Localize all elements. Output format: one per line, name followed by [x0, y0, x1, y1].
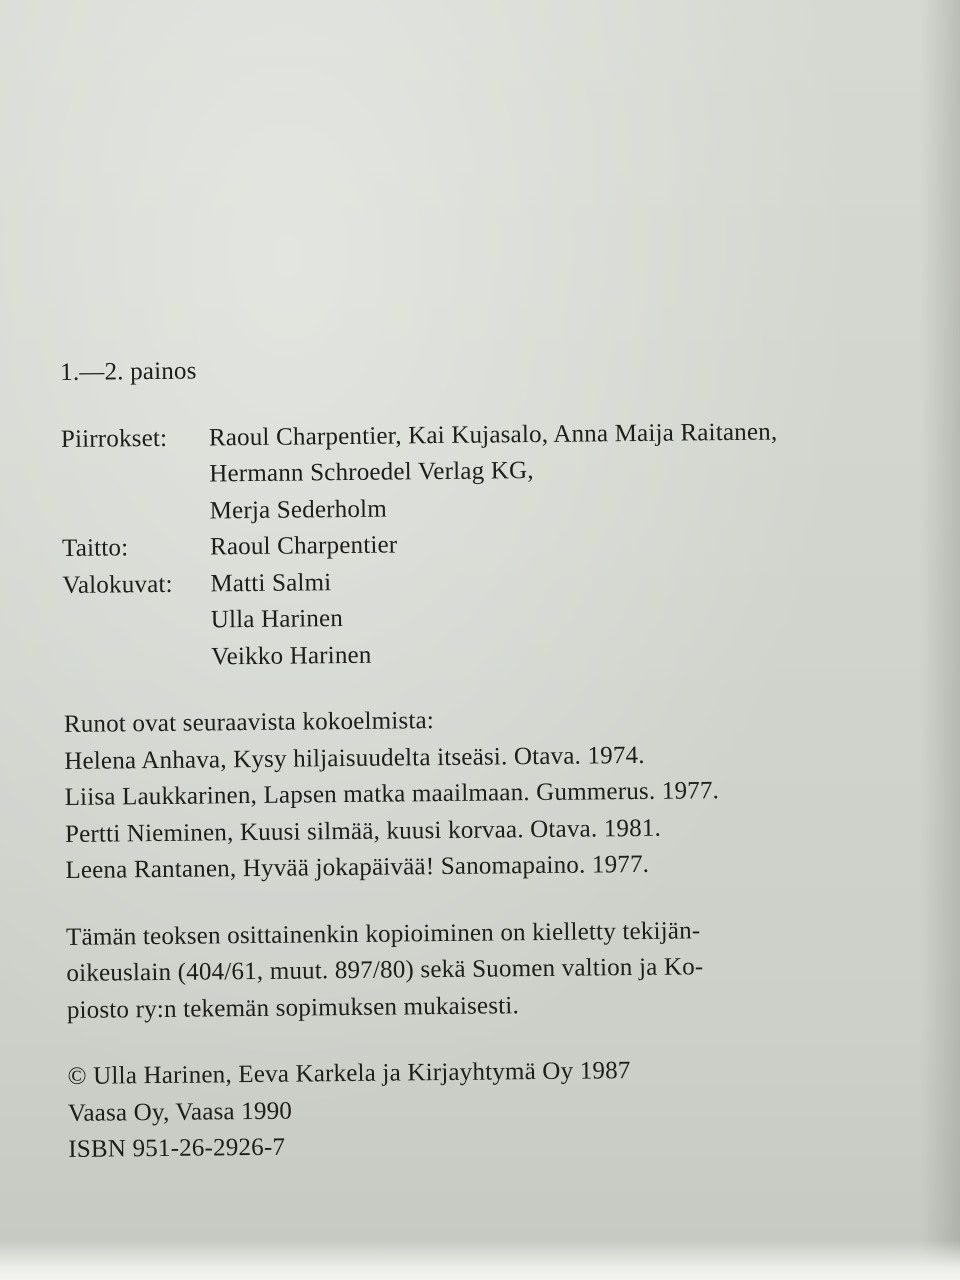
credits-block: [61, 413, 914, 677]
poem-sources-intro: Runot ovat seuraavista kokoelmista:: [63, 707, 435, 738]
notice-line: oikeuslain (404/61, muut. 897/80) sekä Suomen valtion ja Ko-: [66, 953, 704, 987]
page-bottom-edge: [0, 1240, 960, 1280]
colophon: [60, 346, 918, 1168]
poem-sources-block: [64, 698, 916, 889]
credit-row-illustrations: [61, 413, 912, 531]
credit-row-photos: [62, 559, 913, 677]
credit-value: Hermann Schroedel Verlag KG,: [209, 457, 534, 488]
credit-value: Matti Salmi: [210, 568, 332, 597]
poem-source: Pertti Nieminen, Kuusi silmää, kuusi korvaa. Otava. 1981.: [64, 814, 662, 848]
credit-value: Raoul Charpentier: [209, 531, 398, 561]
copyright-line: © Ulla Harinen, Eeva Karkela ja Kirjayhtymä Oy 1987: [67, 1057, 631, 1090]
isbn-line: ISBN 951-26-2926-7: [68, 1133, 286, 1163]
credit-value: Raoul Charpentier, Kai Kujasalo, Anna Maija Raitanen,: [208, 417, 778, 451]
credit-value: Veikko Harinen: [211, 641, 372, 670]
imprint-block: [67, 1050, 918, 1168]
credit-label: Piirrokset:: [60, 424, 168, 453]
printer-line: Vaasa Oy, Vaasa 1990: [67, 1097, 293, 1127]
notice-line: piosto ry:n tekemän sopimuksen mukaisesti.: [66, 991, 520, 1024]
credit-value: Merja Sederholm: [209, 495, 388, 524]
poem-source: Helena Anhava, Kysy hiljaisuudelta itseäsi. Otava. 1974.: [64, 741, 645, 775]
poem-source: Leena Rantanen, Hyvää jokapäivää! Sanomapaino. 1977.: [65, 850, 650, 884]
credit-label: Taitto:: [61, 534, 129, 562]
poem-source: Liisa Laukkarinen, Lapsen matka maailmaan. Gummerus. 1977.: [64, 777, 720, 811]
copyright-notice: [66, 911, 917, 1029]
edition-line: 1.—2. painos: [60, 357, 197, 386]
notice-line: Tämän teoksen osittainenkin kopioiminen on kielletty tekijän-: [65, 916, 701, 951]
credit-label: Valokuvat:: [62, 570, 173, 599]
credit-value: Ulla Harinen: [210, 605, 344, 634]
page-edge-shadow: [920, 0, 960, 1280]
